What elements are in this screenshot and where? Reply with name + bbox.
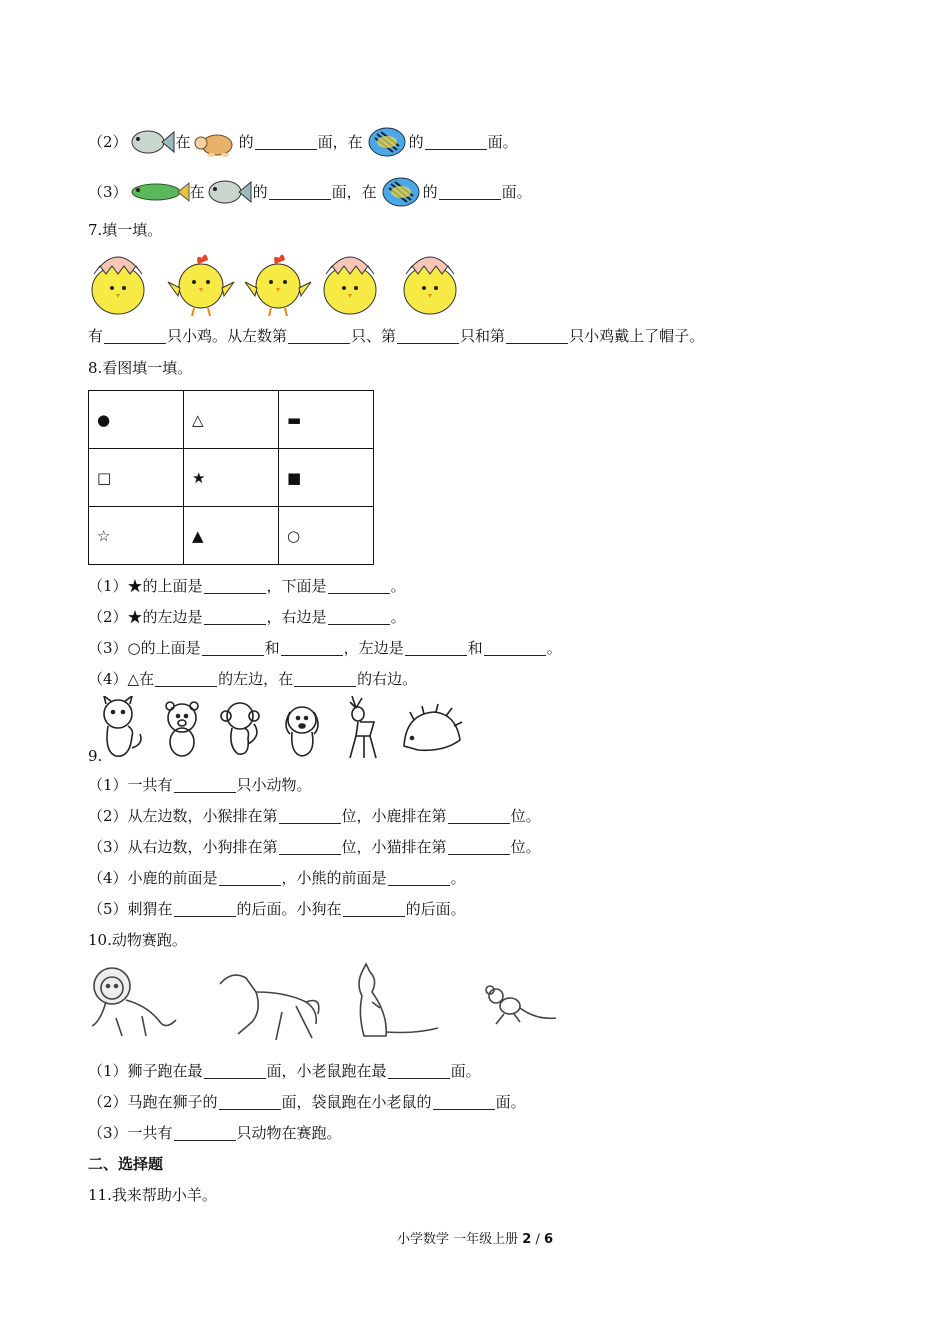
answer-blank[interactable] xyxy=(204,579,266,594)
q9-number: 9. xyxy=(88,747,103,765)
answer-blank[interactable] xyxy=(281,641,343,656)
q7-title: 7.填一填。 xyxy=(88,221,163,239)
grid-cell: ★ xyxy=(184,449,279,507)
lion-drawing xyxy=(92,968,176,1036)
item-number: （3） xyxy=(88,183,128,201)
answer-blank[interactable] xyxy=(269,185,331,200)
page-number: 2 xyxy=(522,1232,532,1247)
horse-drawing xyxy=(220,975,319,1040)
fish-grey-image xyxy=(128,125,176,159)
answer-blank[interactable] xyxy=(288,329,350,344)
q11-title: 11.我来帮助小羊。 xyxy=(88,1186,217,1204)
grid-cell: ■ xyxy=(279,449,374,507)
grid-cell: □ xyxy=(89,449,184,507)
bear-drawing xyxy=(166,702,198,756)
answer-blank[interactable] xyxy=(174,902,236,917)
answer-blank[interactable] xyxy=(155,672,217,687)
mouse-drawing xyxy=(486,986,556,1024)
answer-blank[interactable] xyxy=(174,778,236,793)
q9-item-5: （5）刺猬在 的后面。小狗在 的后面。 xyxy=(88,900,466,918)
answer-blank[interactable] xyxy=(328,579,390,594)
chicks-image xyxy=(86,244,466,318)
q10-item-2: （2）马跑在狮子的 面，袋鼠跑在小老鼠的 面。 xyxy=(88,1093,526,1111)
q10-title: 10.动物赛跑。 xyxy=(88,931,187,949)
answer-blank[interactable] xyxy=(279,840,341,855)
fish-grey-image xyxy=(205,175,253,209)
section-2-title: 二、选择题 xyxy=(88,1155,164,1173)
chick-with-hat-5 xyxy=(404,257,456,314)
cat-drawing xyxy=(104,696,141,756)
q10-item-3: （3）一共有 只动物在赛跑。 xyxy=(88,1124,342,1142)
chick-with-hat-1 xyxy=(92,257,144,314)
q8-item-4: （4）△在 的左边，在 的右边。 xyxy=(88,670,418,688)
answer-blank[interactable] xyxy=(255,135,317,150)
grid-cell: ☆ xyxy=(89,507,184,565)
page-total: 6 xyxy=(543,1232,554,1247)
answer-blank[interactable] xyxy=(484,641,546,656)
answer-blank[interactable] xyxy=(397,329,459,344)
grid-cell: ▲ xyxy=(184,507,279,565)
answer-blank[interactable] xyxy=(104,329,166,344)
item-number: （2） xyxy=(88,133,128,151)
answer-blank[interactable] xyxy=(204,1064,266,1079)
answer-blank[interactable] xyxy=(448,809,510,824)
q8-item-1: （1）★的上面是 ，下面是 。 xyxy=(88,577,406,595)
answer-blank[interactable] xyxy=(279,809,341,824)
answer-blank[interactable] xyxy=(294,672,356,687)
chick-2 xyxy=(168,254,234,316)
answer-blank[interactable] xyxy=(506,329,568,344)
answer-blank[interactable] xyxy=(174,1126,236,1141)
race-animals-image xyxy=(86,962,566,1046)
race-animals-row xyxy=(86,962,566,1046)
answer-blank[interactable] xyxy=(405,641,467,656)
answer-blank[interactable] xyxy=(204,610,266,625)
monkey-drawing xyxy=(221,703,259,754)
shape-grid xyxy=(88,390,374,565)
q9-item-2: （2）从左边数，小猴排在第 位，小鹿排在第 位。 xyxy=(88,807,541,825)
q8-title: 8.看图填一填。 xyxy=(88,359,193,377)
turtle-image xyxy=(191,125,239,159)
grid-cell: △ xyxy=(184,391,279,449)
grid-cell: ▬ xyxy=(279,391,374,449)
animals-row xyxy=(94,696,474,762)
deer-drawing xyxy=(350,696,376,758)
green-fish-image xyxy=(128,178,190,206)
tropical-fish-image xyxy=(363,124,409,160)
q10-item-1: （1）狮子跑在最 面，小老鼠跑在最 面。 xyxy=(88,1062,481,1080)
chick-with-hat-4 xyxy=(324,257,376,314)
animals-image xyxy=(94,696,474,762)
tropical-fish-image xyxy=(377,174,423,210)
q6-line-3: （3） 在 的 面，在 的 面。 xyxy=(88,174,532,210)
q7-sentence: 有 只小鸡。从左数第 只、第 只和第 只小鸡戴上了帽子。 xyxy=(88,327,705,345)
kangaroo-drawing xyxy=(359,964,438,1036)
answer-blank[interactable] xyxy=(388,871,450,886)
q8-item-3: （3）○的上面是 和 ，左边是 和 。 xyxy=(88,639,562,657)
page-footer: 小学数学 一年级上册 2 / 6 xyxy=(396,1232,554,1247)
answer-blank[interactable] xyxy=(343,902,405,917)
answer-blank[interactable] xyxy=(425,135,487,150)
answer-blank[interactable] xyxy=(328,610,390,625)
chicks-row xyxy=(86,244,466,318)
answer-blank[interactable] xyxy=(433,1095,495,1110)
grid-cell: ● xyxy=(89,391,184,449)
q9-item-3: （3）从右边数，小狗排在第 位，小猫排在第 位。 xyxy=(88,838,541,856)
grid-cell: ○ xyxy=(279,507,374,565)
dog-drawing xyxy=(286,707,318,756)
answer-blank[interactable] xyxy=(439,185,501,200)
answer-blank[interactable] xyxy=(202,641,264,656)
answer-blank[interactable] xyxy=(388,1064,450,1079)
q8-item-2: （2）★的左边是 ，右边是 。 xyxy=(88,608,406,626)
answer-blank[interactable] xyxy=(219,1095,281,1110)
q6-line-2: （2） 在 的 面，在 的 面。 xyxy=(88,124,518,160)
answer-blank[interactable] xyxy=(448,840,510,855)
q9-item-1: （1）一共有 只小动物。 xyxy=(88,776,312,794)
answer-blank[interactable] xyxy=(219,871,281,886)
hedgehog-drawing xyxy=(404,704,462,750)
chick-3 xyxy=(245,254,311,316)
q9-item-4: （4）小鹿的前面是 ，小熊的前面是 。 xyxy=(88,869,466,887)
